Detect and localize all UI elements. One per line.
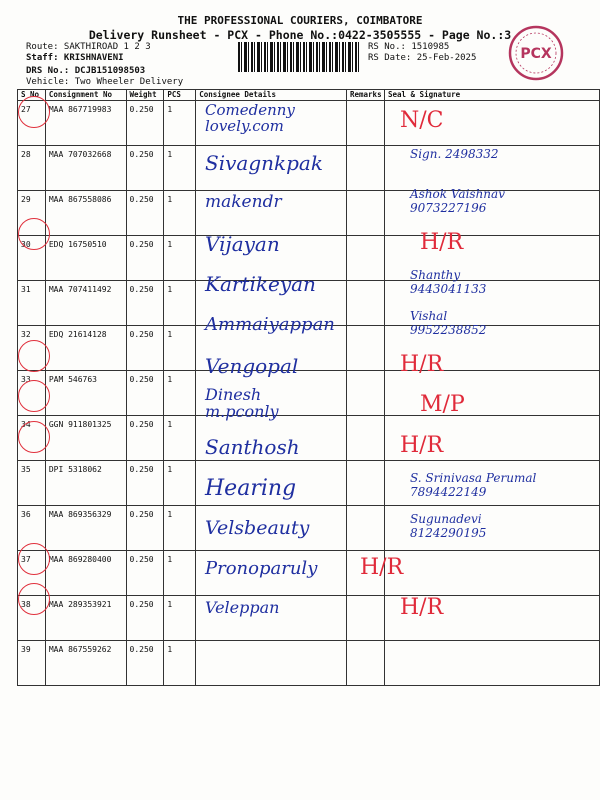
serial-no: 27 <box>18 101 46 146</box>
consignment-no: MAA 867558086 <box>45 191 126 236</box>
pieces: 1 <box>164 146 196 191</box>
rs-number: RS No.: 1510985 <box>368 42 450 52</box>
remarks-cell <box>346 281 384 326</box>
handwritten-consignee: Vengopal <box>205 353 299 378</box>
remarks-cell <box>346 326 384 371</box>
serial-no: 38 <box>18 596 46 641</box>
weight: 0.250 <box>126 551 164 596</box>
col-header: Weight <box>126 90 164 101</box>
handwritten-consignee: Vijayan <box>205 231 280 256</box>
red-circle-mark <box>18 340 50 372</box>
delivery-status-mark: N/C <box>400 108 444 133</box>
consignment-no: MAA 707032668 <box>45 146 126 191</box>
weight: 0.250 <box>126 506 164 551</box>
seal-cell <box>384 551 599 596</box>
seal-cell <box>384 641 599 686</box>
drs-number: DRS No.: DCJB151098503 <box>26 66 146 76</box>
weight: 0.250 <box>126 281 164 326</box>
remarks-cell <box>346 101 384 146</box>
col-header: Consignment No <box>45 90 126 101</box>
delivery-status-mark: H/R <box>360 554 404 580</box>
remarks-cell <box>346 506 384 551</box>
delivery-status-mark: M/P <box>420 392 465 418</box>
pieces: 1 <box>164 641 196 686</box>
serial-no: 32 <box>18 326 46 371</box>
weight: 0.250 <box>126 596 164 641</box>
handwritten-consignee: Ammaiyappan <box>205 314 335 335</box>
pieces: 1 <box>164 416 196 461</box>
vehicle-label: Vehicle: Two Wheeler Delivery <box>26 77 184 87</box>
route-label: Route: SAKTHIROAD 1 2 3 <box>26 42 151 52</box>
pieces: 1 <box>164 506 196 551</box>
red-circle-mark <box>18 543 50 575</box>
remarks-cell <box>346 416 384 461</box>
pieces: 1 <box>164 281 196 326</box>
table-row <box>18 641 600 686</box>
weight: 0.250 <box>126 461 164 506</box>
table-row <box>18 596 600 641</box>
handwritten-signature: Sign. 2498332 <box>410 146 499 161</box>
serial-no: 34 <box>18 416 46 461</box>
pieces: 1 <box>164 326 196 371</box>
consignment-no: MAA 869280400 <box>45 551 126 596</box>
handwritten-consignee: Dinesh m.pconly <box>205 385 279 422</box>
table-row <box>18 416 600 461</box>
delivery-status-mark: H/R <box>400 351 444 377</box>
handwritten-signature: Vishal 9952238852 <box>410 309 487 337</box>
delivery-status-mark: H/R <box>400 595 444 621</box>
pieces: 1 <box>164 101 196 146</box>
handwritten-signature: Ashok Vaishnav 9073227196 <box>410 187 505 216</box>
weight: 0.250 <box>126 101 164 146</box>
handwritten-signature: S. Srinivasa Perumal 7894422149 <box>410 471 537 500</box>
handwritten-consignee: Velsbeauty <box>205 517 310 539</box>
runsheet-subtitle: Delivery Runsheet - PCX - Phone No.:0422-3505555 - Page No.:3 <box>88 28 512 42</box>
pieces: 1 <box>164 191 196 236</box>
red-circle-mark <box>18 380 50 412</box>
weight: 0.250 <box>126 416 164 461</box>
remarks-cell <box>346 596 384 641</box>
pieces: 1 <box>164 551 196 596</box>
red-circle-mark <box>18 218 50 250</box>
col-header: Remarks <box>346 90 384 101</box>
handwritten-consignee: Sivagnkpak <box>205 150 323 175</box>
remarks-cell <box>346 371 384 416</box>
pcx-stamp-icon <box>507 24 565 82</box>
red-circle-mark <box>18 96 50 128</box>
serial-no: 28 <box>18 146 46 191</box>
remarks-cell <box>346 641 384 686</box>
weight: 0.250 <box>126 191 164 236</box>
handwritten-consignee: Pronoparuly <box>205 557 318 579</box>
consignee-cell <box>196 641 347 686</box>
weight: 0.250 <box>126 641 164 686</box>
serial-no: 31 <box>18 281 46 326</box>
consignment-no: PAM 546763 <box>45 371 126 416</box>
handwritten-consignee: Kartikeyan <box>205 272 316 297</box>
consignment-no: MAA 707411492 <box>45 281 126 326</box>
handwritten-consignee: Comedenny lovely.com <box>205 101 295 135</box>
table-row <box>18 191 600 236</box>
runsheet-table <box>17 89 600 686</box>
serial-no: 30 <box>18 236 46 281</box>
consignment-no: GGN 911801325 <box>45 416 126 461</box>
serial-no: 29 <box>18 191 46 236</box>
delivery-status-mark: H/R <box>420 229 464 255</box>
barcode-image <box>238 42 360 72</box>
table-header-row <box>18 90 600 101</box>
pieces: 1 <box>164 236 196 281</box>
handwritten-consignee: Hearing <box>205 476 297 502</box>
serial-no: 37 <box>18 551 46 596</box>
consignment-no: MAA 289353921 <box>45 596 126 641</box>
serial-no: 33 <box>18 371 46 416</box>
serial-no: 36 <box>18 506 46 551</box>
stamp-text: PCX <box>520 46 552 62</box>
serial-no: 39 <box>18 641 46 686</box>
col-header: Seal & Signature <box>384 90 599 101</box>
consignment-no: MAA 867559262 <box>45 641 126 686</box>
red-circle-mark <box>18 421 50 453</box>
weight: 0.250 <box>126 236 164 281</box>
consignment-no: DPI 5318062 <box>45 461 126 506</box>
staff-label: Staff: KRISHNAVENI <box>26 53 124 63</box>
seal-cell <box>384 371 599 416</box>
pieces: 1 <box>164 371 196 416</box>
red-circle-mark <box>18 583 50 615</box>
document-title: THE PROFESSIONAL COURIERS, COIMBATORE <box>177 14 423 27</box>
col-header: Consignee Details <box>196 90 347 101</box>
remarks-cell <box>346 236 384 281</box>
handwritten-signature: Sugunadevi 8124290195 <box>410 512 487 540</box>
col-header: S No <box>18 90 46 101</box>
remarks-cell <box>346 191 384 236</box>
weight: 0.250 <box>126 326 164 371</box>
consignment-no: MAA 869356329 <box>45 506 126 551</box>
consignment-no: EDQ 16750510 <box>45 236 126 281</box>
col-header: PCS <box>164 90 196 101</box>
weight: 0.250 <box>126 146 164 191</box>
pieces: 1 <box>164 596 196 641</box>
weight: 0.250 <box>126 371 164 416</box>
table-row <box>18 101 600 146</box>
consignment-no: MAA 867719983 <box>45 101 126 146</box>
rs-date: RS Date: 25-Feb-2025 <box>368 53 477 63</box>
handwritten-signature: Shanthy 9443041133 <box>410 268 487 297</box>
consignment-no: EDQ 21614128 <box>45 326 126 371</box>
handwritten-consignee: Veleppan <box>205 598 280 618</box>
remarks-cell <box>346 461 384 506</box>
pieces: 1 <box>164 461 196 506</box>
serial-no: 35 <box>18 461 46 506</box>
remarks-cell <box>346 146 384 191</box>
handwritten-consignee: makendr <box>205 192 282 213</box>
table-row <box>18 371 600 416</box>
handwritten-consignee: Santhosh <box>205 434 300 459</box>
delivery-status-mark: H/R <box>400 432 444 458</box>
